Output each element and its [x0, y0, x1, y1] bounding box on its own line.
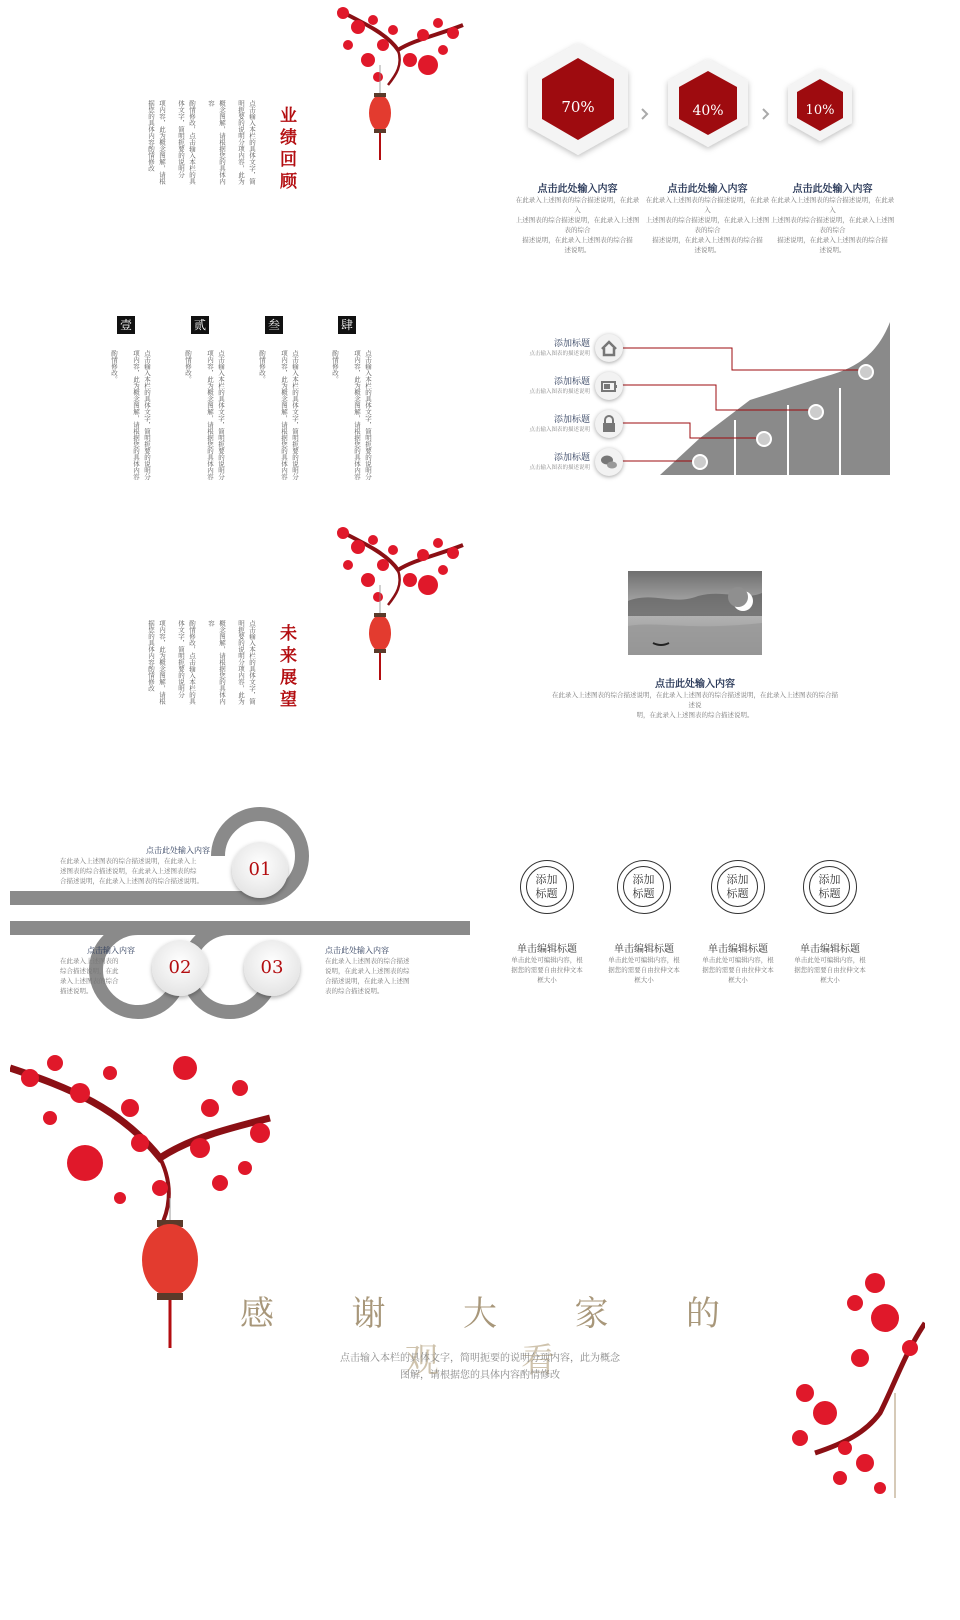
pipe-caption — [60, 845, 210, 886]
hex-caption — [770, 180, 895, 255]
caption-desc-line: 述说明。 — [819, 246, 846, 254]
text-column: 酌情修改，点击输入本栏的具体文字，简明扼要的说明分 — [177, 100, 196, 185]
thanks-char: 大 — [463, 1294, 497, 1334]
number-tile: 壹 — [117, 316, 135, 334]
step-desc: 点击输入图表的描述说明 — [529, 351, 590, 357]
slide-thanks — [10, 1048, 950, 1503]
caption-desc-line: 上述图表的综合描述说明，在此录入上述图表的综合 — [515, 216, 640, 234]
caption-title: 点击此处输入内容 — [655, 679, 735, 690]
caption-desc-line: 综合描述说明，在此 — [60, 967, 119, 975]
caption-title: 单击编辑标题 — [517, 944, 577, 955]
percent-value: 10% — [805, 103, 835, 118]
hex-caption — [645, 180, 770, 255]
plum-branch-icon — [785, 1263, 925, 1503]
circle-text: 添加 — [818, 873, 841, 886]
caption-title: 点击此处输入内容 — [325, 946, 389, 955]
caption-desc-line: 在此录入上述图表的综合描述说明，在此录入 — [645, 196, 770, 214]
text-column: 酌情修改，点击输入本栏的具体文字，简明扼要的说明分 — [177, 620, 196, 705]
thanks-desc-line: 点击输入本栏的具体文字，简明扼要的说明分项内容，此为概念 — [340, 1353, 620, 1364]
caption-desc-line: 框大小 — [820, 976, 840, 984]
thanks-char: 观 — [405, 1341, 439, 1381]
step-title: 添加标题 — [553, 453, 590, 463]
number-tile: 叁 — [265, 316, 283, 334]
plum-branch-lantern-icon — [328, 5, 468, 165]
step-number: 03 — [260, 957, 284, 978]
caption-title: 单击编辑标题 — [800, 944, 860, 955]
caption-desc-line: 述说明。 — [564, 246, 591, 254]
circle-caption — [599, 940, 689, 985]
home-icon — [595, 334, 623, 362]
ink-landscape-image — [628, 571, 762, 655]
caption-title: 点击此处输入内容 — [667, 184, 748, 195]
plum-branch-lantern-icon — [328, 525, 468, 685]
thanks-char: 感 — [240, 1294, 274, 1334]
caption-desc-line: 据您的需要自由拉伸文本 — [511, 966, 583, 974]
photo-caption — [550, 675, 840, 720]
circle-caption — [502, 940, 592, 985]
caption-title: 点击此处输入内容 — [792, 184, 873, 195]
title-circle — [617, 860, 671, 914]
slide-four-columns — [10, 270, 470, 520]
circle-text: 添加 — [535, 873, 558, 886]
step-number: 01 — [248, 859, 272, 880]
thanks-desc-line: 图解，请根据您的具体内容酌情修改 — [400, 1370, 560, 1381]
pipe-diagram — [10, 790, 470, 1040]
text-column: 概念图解，请根据您的具体内容 — [207, 100, 226, 185]
text-column: 点击输入本栏的具体文字，简明扼要的说明分项内容，此为概念图解，请根据您的具体内容 — [206, 350, 225, 480]
caption-title: 点击此处输入内容 — [537, 184, 618, 195]
lock-icon — [595, 410, 623, 438]
step-desc: 点击输入图表的描述说明 — [529, 389, 590, 395]
pipe-caption — [60, 945, 135, 996]
text-column: 酌情修改。 — [258, 350, 266, 383]
circle-caption — [693, 940, 783, 985]
step-label — [520, 336, 590, 357]
caption-desc-line: 在此录入上述图表的综合描述说明，在此录入 — [515, 196, 640, 214]
caption-desc-line: 框大小 — [537, 976, 557, 984]
thanks-char: 家 — [574, 1294, 609, 1334]
slide-pipes — [10, 790, 470, 1040]
circle-text: 标题 — [632, 887, 655, 900]
caption-desc-line: 在此录入上述图表的综合描述 — [325, 957, 410, 965]
circle-text: 标题 — [818, 887, 841, 900]
caption-desc-line: 描述说明，在此录入上述图表的综合描 — [522, 236, 633, 244]
caption-desc-line: 上述图表的综合描述说明，在此录入上述图表的综合 — [645, 216, 770, 234]
caption-desc-line: 合描述说明，在此录入上述图表的综合描述说明。 — [60, 877, 203, 885]
slide-photo — [490, 525, 950, 780]
chat-icon — [595, 448, 623, 476]
step-title: 添加标题 — [553, 415, 590, 425]
caption-desc-line: 录入上述图表的综合 — [60, 977, 119, 985]
section-title: 未来展望 — [280, 624, 297, 710]
thanks-title-line — [240, 1286, 720, 1335]
thanks-char: 看 — [521, 1341, 555, 1381]
caption-desc-line: 据您的需要自由拉伸文本 — [794, 966, 866, 974]
text-column: 概念图解，请根据您的具体内容 — [207, 620, 226, 705]
caption-desc-line: 单击此处可编辑内容，根 — [794, 956, 866, 964]
title-circle — [711, 860, 765, 914]
text-column: 点击输入本栏的具体文字，简明扼要的说明分项内容，此为 — [237, 620, 256, 705]
caption-title: 点击输入内容 — [87, 946, 135, 955]
text-column: 酌情修改。 — [110, 350, 118, 383]
slide-circles — [490, 790, 950, 1040]
step-desc: 点击输入图表的描述说明 — [529, 427, 590, 433]
thanks-desc — [280, 1350, 680, 1384]
circle-text: 添加 — [632, 873, 655, 886]
text-column: 项内容，此为概念图解，请根据您的具体内容酌情修改 — [147, 620, 166, 705]
caption-title: 单击编辑标题 — [614, 944, 674, 955]
caption-title: 点击此处输入内容 — [146, 846, 210, 855]
circle-text: 标题 — [726, 887, 749, 900]
section-title: 业绩回顾 — [280, 106, 297, 192]
caption-desc-line: 在此录入上述图表的综合描述说明，在此录入 — [770, 196, 895, 214]
caption-desc-line: 描述说明。 — [60, 987, 93, 995]
caption-desc-line: 单击此处可编辑内容，根 — [608, 956, 680, 964]
caption-desc-line: 说明，在此录入上述图表的综 — [325, 967, 410, 975]
text-column: 点击输入本栏的具体文字，简明扼要的说明分项内容，此为概念图解，请根据您的具体内容 — [132, 350, 151, 480]
step-label — [520, 374, 590, 395]
title-circle — [803, 860, 857, 914]
caption-desc-line: 明，在此录入上述图表的综合描述说明。 — [636, 711, 754, 719]
step-label — [520, 450, 590, 471]
text-column: 酌情修改。 — [184, 350, 192, 383]
caption-desc-line: 合描述说明，在此录入上述图 — [325, 977, 410, 985]
step-title: 添加标题 — [553, 339, 590, 349]
caption-desc-line: 单击此处可编辑内容，根 — [702, 956, 774, 964]
text-column: 点击输入本栏的具体文字，简明扼要的说明分项内容，此为概念图解，请根据您的具体内容 — [353, 350, 372, 480]
step-chart — [490, 270, 950, 520]
caption-desc-line: 述说明。 — [694, 246, 721, 254]
caption-desc-line: 上述图表的综合描述说明，在此录入上述图表的综合 — [770, 216, 895, 234]
slide-review — [10, 5, 470, 260]
battery-icon — [595, 372, 623, 400]
text-column: 点击输入本栏的具体文字，简明扼要的说明分项内容，此为概念图解，请根据您的具体内容 — [280, 350, 299, 480]
text-column: 项内容，此为概念图解，请根据您的具体内容酌情修改 — [147, 100, 166, 185]
number-tile: 肆 — [338, 316, 356, 334]
step-number: 02 — [168, 957, 192, 978]
caption-desc-line: 据您的需要自由拉伸文本 — [608, 966, 680, 974]
circle-caption — [785, 940, 875, 985]
hexagon-group — [490, 5, 950, 175]
step-desc: 点击输入图表的描述说明 — [529, 465, 590, 471]
circle-text: 标题 — [535, 887, 558, 900]
percent-value: 70% — [561, 98, 595, 116]
title-circle — [520, 860, 574, 914]
step-label — [520, 412, 590, 433]
text-column: 点击输入本栏的具体文字，简明扼要的说明分项内容，此为 — [237, 100, 256, 185]
caption-title: 单击编辑标题 — [708, 944, 768, 955]
thanks-char: 的 — [686, 1294, 720, 1334]
caption-desc-line: 述图表的综合描述说明，在此录入上述图表的综 — [60, 867, 197, 875]
slide-future — [10, 525, 470, 780]
slide-hexagons — [490, 5, 950, 260]
hex-caption — [515, 180, 640, 255]
pipe-caption — [325, 945, 425, 996]
text-column: 酌情修改。 — [331, 350, 339, 383]
caption-desc-line: 描述说明，在此录入上述图表的综合描 — [777, 236, 888, 244]
caption-desc-line: 框大小 — [728, 976, 748, 984]
caption-desc-line: 在此录入上述图表的综合描述说明，在此录入上 — [60, 857, 197, 865]
step-title: 添加标题 — [553, 377, 590, 387]
slide-steps — [490, 270, 950, 520]
caption-desc-line: 单击此处可编辑内容，根 — [511, 956, 583, 964]
circle-text: 添加 — [726, 873, 749, 886]
caption-desc-line: 在此录入上述图表的综合描述说明，在此录入上述图表的综合描述说明，在此录入上述图表的综合描述说 — [552, 691, 838, 709]
caption-desc-line: 描述说明，在此录入上述图表的综合描 — [652, 236, 763, 244]
caption-desc-line: 框大小 — [634, 976, 654, 984]
thanks-char: 谢 — [351, 1294, 386, 1334]
caption-desc-line: 在此录入上述图表的 — [60, 957, 119, 965]
caption-desc-line: 据您的需要自由拉伸文本 — [702, 966, 774, 974]
caption-desc-line: 表的综合描述说明。 — [325, 987, 384, 995]
percent-value: 40% — [692, 103, 724, 119]
number-tile: 贰 — [191, 316, 209, 334]
